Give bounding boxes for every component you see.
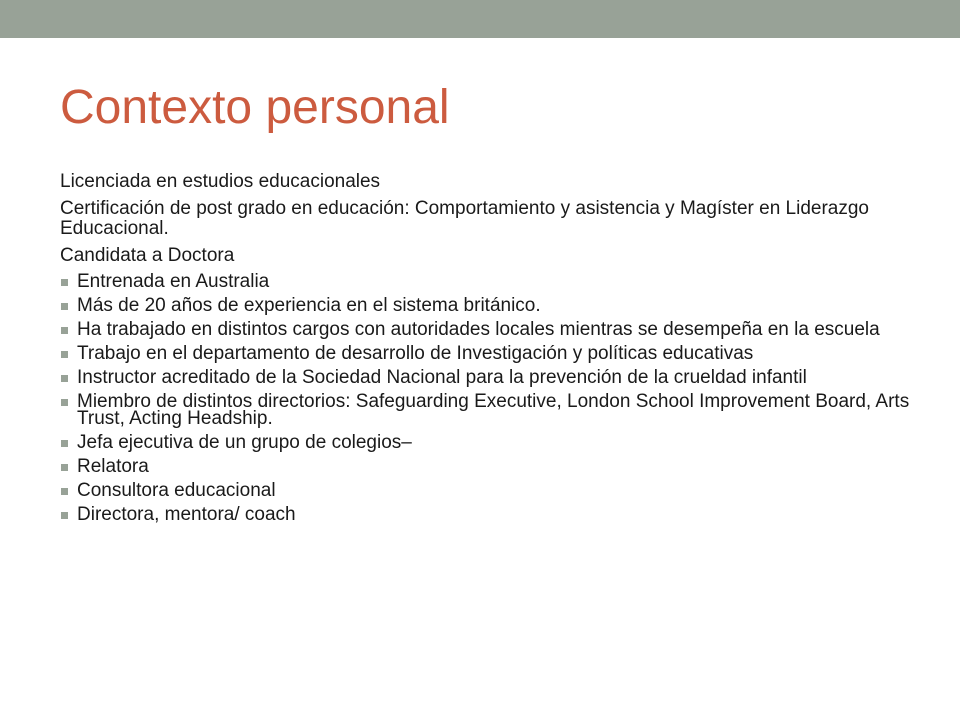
square-bullet-icon xyxy=(61,399,68,406)
list-item xyxy=(60,506,910,523)
square-bullet-icon xyxy=(61,279,68,286)
square-bullet-icon xyxy=(61,512,68,519)
paragraph-certification: Certificación de post grado en educación: Comportamiento y asistencia y Magíster en Liderazgo Educacional. xyxy=(60,198,869,239)
list-item-text: Directora, mentora/ coach xyxy=(77,504,296,525)
slide-content xyxy=(60,172,910,530)
list-item-text: Relatora xyxy=(77,456,149,477)
square-bullet-icon xyxy=(61,303,68,310)
list-item-text: Jefa ejecutiva de un grupo de colegios– xyxy=(77,432,412,453)
list-item xyxy=(60,434,910,451)
list-item xyxy=(60,482,910,499)
square-bullet-icon xyxy=(61,464,68,471)
list-item-text: Instructor acreditado de la Sociedad Nacional para la prevención de la crueldad infantil xyxy=(77,367,807,388)
square-bullet-icon xyxy=(61,440,68,447)
slide-title: Contexto personal xyxy=(60,81,450,134)
list-item xyxy=(60,393,910,427)
square-bullet-icon xyxy=(61,488,68,495)
list-item xyxy=(60,458,910,475)
list-item-text: Consultora educacional xyxy=(77,480,276,501)
list-item-text: Ha trabajado en distintos cargos con autoridades locales mientras se desempeña en la escuela xyxy=(77,319,880,340)
bullet-list xyxy=(60,273,910,523)
square-bullet-icon xyxy=(61,351,68,358)
list-item-text: Trabajo en el departamento de desarrollo de Investigación y políticas educativas xyxy=(77,343,754,364)
paragraph-degree: Licenciada en estudios educacionales xyxy=(60,171,381,192)
list-item xyxy=(60,345,910,362)
top-band xyxy=(0,0,960,38)
list-item xyxy=(60,321,910,338)
list-item xyxy=(60,297,910,314)
list-item-text: Miembro de distintos directorios: Safeguarding Executive, London School Improvement Board, Arts Trust, Acting Headship. xyxy=(77,391,910,429)
paragraph-candidate: Candidata a Doctora xyxy=(60,245,235,266)
square-bullet-icon xyxy=(61,375,68,382)
list-item xyxy=(60,369,910,386)
list-item xyxy=(60,273,910,290)
list-item-text: Entrenada en Australia xyxy=(77,271,270,292)
square-bullet-icon xyxy=(61,327,68,334)
list-item-text: Más de 20 años de experiencia en el sistema británico. xyxy=(77,295,541,316)
